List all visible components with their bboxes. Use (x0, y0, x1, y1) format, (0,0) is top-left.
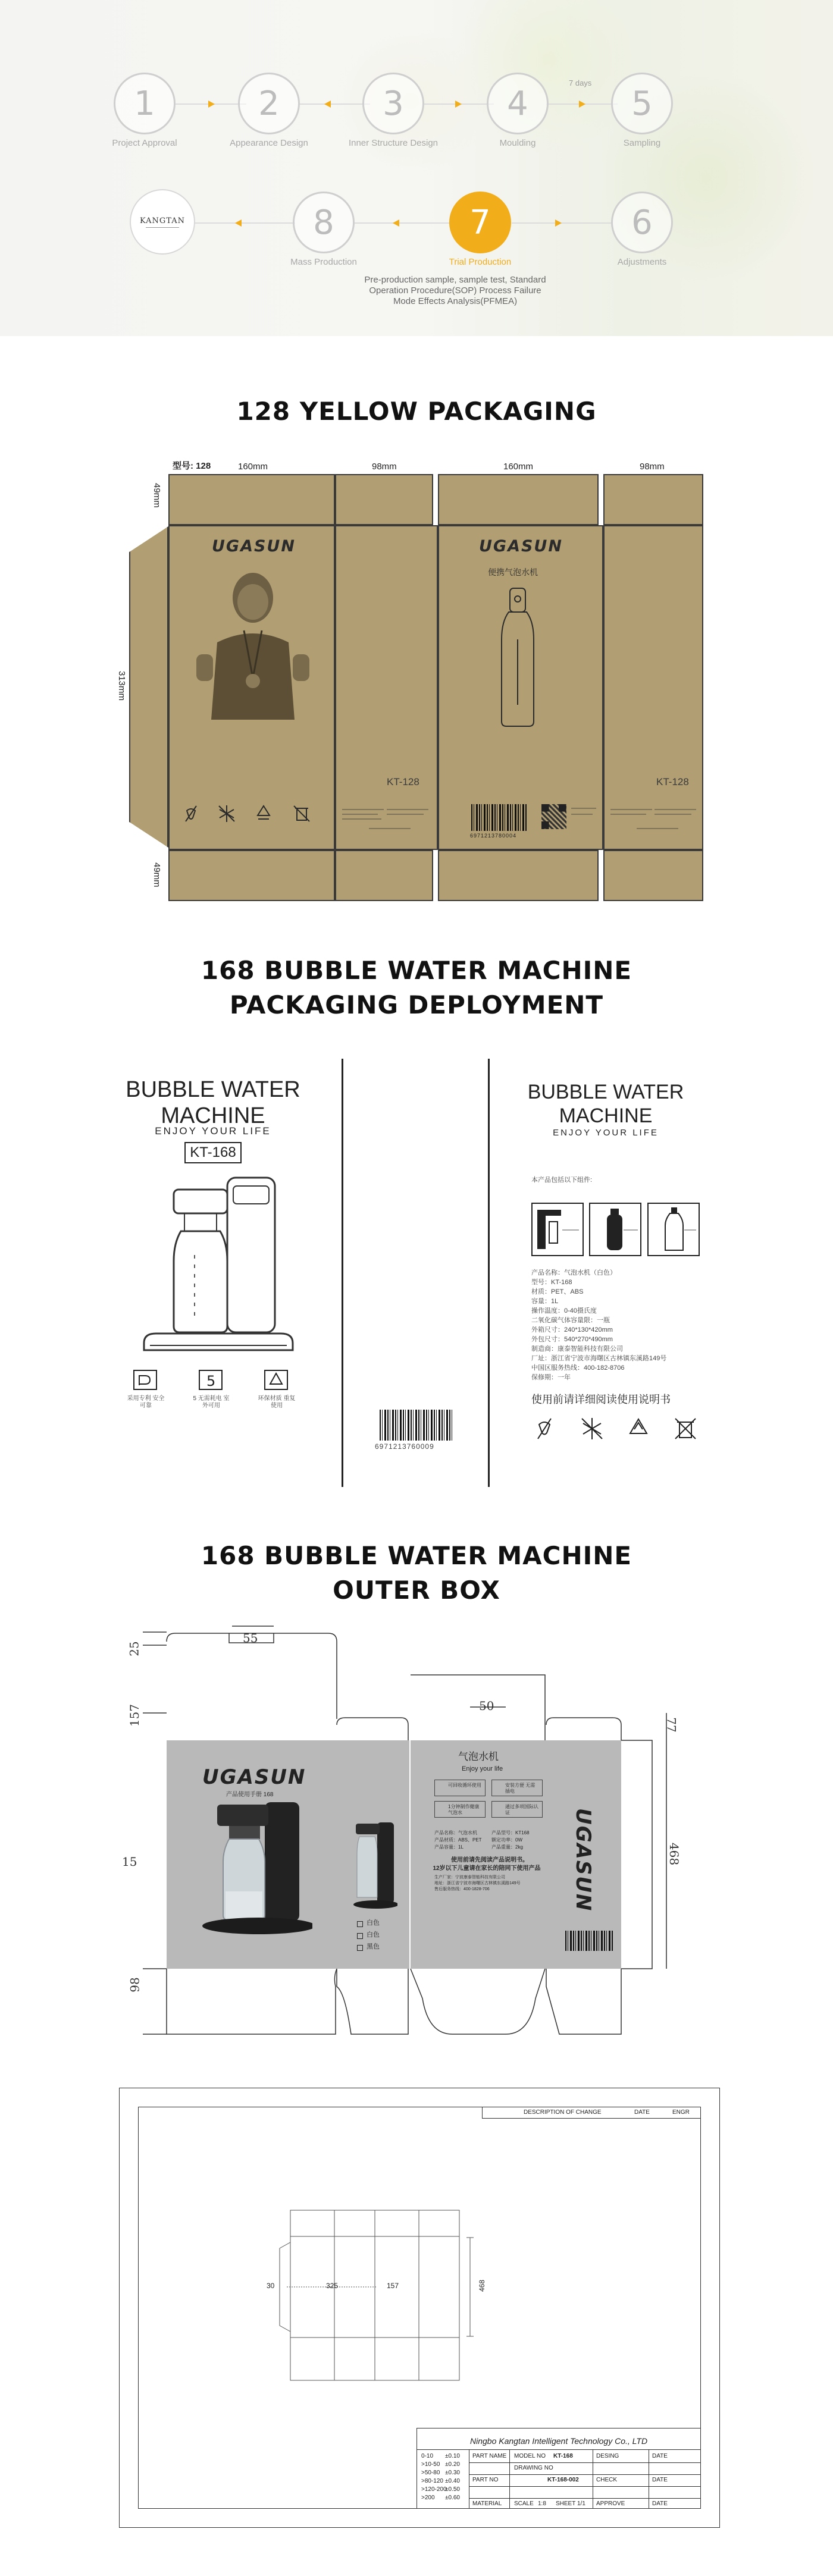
approve-date-label: DATE (652, 2500, 668, 2507)
dim-height-mid: 313mm (117, 671, 127, 701)
spec-line: 型号：KT-168 (531, 1279, 572, 1286)
section-heading-bubble-2: PACKAGING DEPLOYMENT (229, 990, 604, 1019)
product-subtitle: ENJOY YOUR LIFE (155, 1125, 271, 1137)
panel-divider (488, 1059, 490, 1487)
spec-line: 材质：PET、ABS (531, 1288, 584, 1295)
yellow-packaging-dieline (0, 452, 833, 904)
machine-photo (193, 1796, 312, 1939)
spec-line: 额定功率：0W (491, 1837, 522, 1843)
recycle-icon (253, 803, 274, 824)
title-col-line (509, 2449, 510, 2509)
no-freeze-icon (579, 1416, 605, 1442)
trial-description: Pre-production sample, sample test, Standard Operation Procedure(SOP) Process Failure Mode Effects Analysis(PFMEA) (364, 275, 546, 306)
color-checkbox (357, 1945, 363, 1951)
design-label: DESING (596, 2453, 619, 2459)
arrow-left-icon (393, 219, 399, 227)
dim-width-2: 98mm (372, 462, 397, 472)
feature-box: 可回收循环使用 (434, 1780, 486, 1796)
title-row-line (469, 2498, 701, 2499)
section-heading-outer-1: 168 BUBBLE WATER MACHINE (201, 1541, 632, 1570)
bottle-icon (649, 1204, 699, 1255)
connector-line (355, 222, 450, 224)
step-label: Mass Production (290, 257, 357, 267)
title-row-line (469, 2474, 701, 2475)
kangtan-logo (130, 189, 195, 255)
top-flap (335, 474, 433, 525)
tolerance-range: >80-120 (421, 2478, 443, 2484)
side-panel (603, 525, 703, 850)
product-title-line1: BUBBLE WATER (126, 1077, 300, 1102)
info-text-line (342, 809, 384, 810)
no-freeze-icon (216, 803, 237, 824)
bottom-flap (438, 850, 599, 901)
spec-line: 产品材质：ABS、PET (434, 1837, 482, 1843)
dim-98: 98 (127, 1977, 142, 1993)
process-flow-section (0, 0, 833, 336)
spec-line: 产品名称：气泡水机 (434, 1830, 477, 1835)
info-text-line (571, 814, 593, 815)
company-name: Ningbo Kangtan Intelligent Technology Co., LTD (470, 2436, 648, 2446)
color-checkbox (357, 1933, 363, 1939)
spec-line: 容量：1L (531, 1298, 559, 1305)
model-no-label: MODEL NO (514, 2453, 546, 2459)
step-circle-5: 5 (611, 73, 673, 134)
revision-engr: ENGR (672, 2109, 690, 2116)
recycle-icon (625, 1416, 652, 1442)
person-photo (190, 565, 315, 720)
tolerance-range: >10-50 (421, 2461, 440, 2468)
notice-line: 使用前请先阅读产品说明书。 (451, 1857, 528, 1863)
product-subtitle: ENJOY YOUR LIFE (553, 1128, 659, 1138)
dim-width-4: 98mm (640, 462, 665, 472)
arrow-right-icon (579, 101, 585, 108)
step-circle-7-active: 7 (449, 192, 511, 253)
bottom-flap (603, 850, 703, 901)
step-label: Sampling (623, 138, 661, 148)
model-label: 型号: 128 (173, 461, 211, 471)
bubble-packaging-deployment (0, 1059, 833, 1499)
step-circle-6: 6 (611, 192, 673, 253)
step-label: Appearance Design (230, 138, 308, 148)
section-heading-outer-2: OUTER BOX (333, 1576, 500, 1605)
machine-photo-small (350, 1820, 397, 1909)
dim-77: 77 (664, 1717, 679, 1733)
spec-line: 保修期：一年 (531, 1374, 571, 1381)
product-name-cn: 气泡水机 (458, 1751, 499, 1762)
component-bottle-box (647, 1203, 700, 1256)
dim-468: 468 (478, 2279, 487, 2292)
tolerance-range: >120-200 (421, 2486, 447, 2493)
step-circle-1: 1 (114, 73, 176, 134)
tolerance-range: 0-10 (421, 2453, 434, 2459)
dim-height-top: 49mm (152, 483, 162, 508)
arrow-right-icon (208, 101, 215, 108)
connector-line (512, 222, 612, 224)
info-text-line (387, 814, 424, 815)
dim-15: 15 (122, 1855, 137, 1869)
color-option: 黑色 (367, 1943, 380, 1950)
eco-material-icon (262, 1368, 290, 1392)
brand-logo: UGASUN (212, 537, 296, 556)
part-no-label: PART NO (472, 2477, 499, 2483)
tolerance-value: ±0.10 (445, 2453, 460, 2459)
tolerance-value: ±0.50 (445, 2486, 460, 2493)
dim-157: 157 (127, 1703, 142, 1727)
spec-line: 制造商：康泰智能科技有限公司 (531, 1345, 623, 1353)
dim-height-bottom: 49mm (152, 862, 162, 887)
product-tagline: Enjoy your life (462, 1765, 503, 1772)
revision-description: DESCRIPTION OF CHANGE (524, 2109, 602, 2116)
step-label: Moulding (499, 138, 536, 148)
logo-underline (146, 227, 179, 228)
info-text-line (342, 818, 381, 820)
bottle-illustration (497, 586, 538, 729)
barcode (565, 1931, 613, 1951)
arrow-left-icon (324, 101, 331, 108)
no-power-icon (196, 1368, 225, 1392)
spec-line: 二氧化碳气体容量限：一瓶 (531, 1317, 610, 1324)
machine-icon (533, 1204, 583, 1255)
model-text: KT-128 (387, 776, 419, 787)
arrow-right-icon (455, 101, 462, 108)
tolerance-value: ±0.30 (445, 2470, 460, 2476)
brand-logo: UGASUN (479, 537, 563, 556)
fragile-icon (180, 803, 202, 824)
tolerance-range: >50-80 (421, 2470, 440, 2476)
dim-50: 50 (479, 1699, 494, 1713)
back-panel-print (411, 1740, 546, 1969)
duration-note: 7 days (569, 79, 592, 87)
section-heading-bubble-1: 168 BUBBLE WATER MACHINE (201, 956, 632, 985)
feature-box: 1分钟制作健康气泡水 (434, 1801, 486, 1818)
top-flap (168, 474, 335, 525)
title-row-line (469, 2462, 701, 2463)
dim-468: 468 (667, 1842, 682, 1866)
fragile-icon (531, 1416, 558, 1442)
hotline-line: 售后服务热线：400-1828-706 (434, 1887, 490, 1891)
spec-line: 产品容量：1L (434, 1844, 464, 1850)
bubble-machine-illustration (138, 1172, 299, 1362)
spec-line: 厂址：浙江省宁波市海曙区古林镇东溪路149号 (531, 1355, 667, 1362)
notice-line: 12岁以下儿童请在家长的陪同下使用产品 (433, 1865, 541, 1872)
scale-value: 1:8 (538, 2500, 546, 2507)
section-heading-yellow: 128 YELLOW PACKAGING (236, 397, 597, 426)
approve-label: APPROVE (596, 2500, 625, 2507)
component-machine-box (531, 1203, 584, 1256)
dim-55: 55 (243, 1631, 258, 1645)
tolerance-value: ±0.20 (445, 2461, 460, 2468)
model-text: KT-128 (656, 776, 689, 787)
info-text-line (387, 809, 428, 810)
feature-box: 安装方便 无需插电 (491, 1780, 543, 1796)
brand-logo-vertical: UGASUN (571, 1808, 595, 1912)
address-line: 地址：浙江省宁波市海曙区古林镇东溪路149号 (434, 1881, 521, 1885)
contents-label: 本产品包括以下组件: (531, 1176, 593, 1184)
step-circle-8: 8 (293, 192, 355, 253)
drawing-no-label: DRAWING NO (514, 2465, 553, 2471)
patent-icon (131, 1368, 159, 1392)
qr-code (541, 804, 566, 829)
drawing-no: KT-168-002 (547, 2477, 579, 2483)
component-cylinder-box (589, 1203, 641, 1256)
info-text-line (610, 814, 646, 815)
model-no: KT-168 (553, 2453, 573, 2459)
spec-line: 中国区服务热线：400-182-8706 (531, 1364, 625, 1372)
part-name-label: PART NAME (472, 2453, 507, 2459)
trash-bin-icon (672, 1416, 699, 1442)
brand-logo: UGASUN (202, 1765, 306, 1789)
badge-caption: 5 无需耗电 室外可用 (193, 1395, 230, 1409)
info-text-line (654, 814, 691, 815)
panel-divider (342, 1059, 343, 1487)
spec-line: 外箱尺寸：240*130*420mm (531, 1326, 613, 1334)
bottom-flap (168, 850, 335, 901)
glue-flap (129, 526, 168, 848)
step-label: Project Approval (112, 138, 177, 148)
tolerance-value: ±0.40 (445, 2478, 460, 2484)
info-text-line (610, 809, 652, 810)
color-option: 白色 (367, 1931, 380, 1938)
spec-line: 产品型号：KT168 (491, 1830, 530, 1835)
top-flap (438, 474, 599, 525)
step-circle-2: 2 (238, 73, 300, 134)
trash-bin-icon (291, 803, 312, 824)
side-panel (335, 525, 438, 850)
info-text-line (571, 808, 596, 809)
logo-text: KANGTAN (139, 216, 186, 225)
arrow-left-icon (235, 219, 242, 227)
step-label: Trial Production (449, 257, 512, 267)
model-badge: KT-168 (184, 1142, 242, 1163)
dim-width-1: 160mm (238, 462, 268, 472)
spec-line: 外包尺寸：540*270*490mm (531, 1336, 613, 1343)
tolerance-value: ±0.60 (445, 2495, 460, 2501)
connector-line (194, 222, 295, 224)
connector-line (299, 103, 370, 105)
title-row-line (469, 2486, 701, 2487)
brand-subtitle: 产品使用手册 168 (226, 1791, 274, 1798)
check-label: CHECK (596, 2477, 618, 2483)
dim-30: 30 (267, 2282, 275, 2290)
barcode-number: 6971213760009 (375, 1442, 434, 1451)
svg-text:5: 5 (206, 1373, 216, 1389)
color-option: 白色 (367, 1919, 380, 1926)
maker-line: 生产厂家：宁波康泰智能科技有限公司 (434, 1875, 505, 1880)
step-label: Inner Structure Design (348, 138, 439, 148)
warning-text: 使用前请详细阅读使用说明书 (531, 1394, 671, 1405)
info-text-line (654, 809, 696, 810)
barcode (471, 804, 528, 831)
badge-caption: 采用专利 安全可靠 (127, 1395, 165, 1409)
color-checkbox (357, 1921, 363, 1927)
barcode (380, 1410, 452, 1441)
info-text-line (637, 828, 678, 829)
feature-box: 通过多项国际认证 (491, 1801, 543, 1818)
tolerance-range: >200 (421, 2495, 435, 2501)
sheet-label: SHEET (556, 2500, 576, 2507)
outer-box-dieline (0, 1618, 833, 2052)
product-title-line1: BUBBLE WATER (527, 1081, 684, 1103)
bottom-flap (335, 850, 433, 901)
info-text-line (369, 828, 411, 829)
dim-157: 157 (387, 2282, 399, 2290)
dim-width-3: 160mm (503, 462, 534, 472)
badge-caption: 环保材质 重复使用 (258, 1395, 296, 1409)
dim-325: 325 (326, 2282, 339, 2290)
arrow-right-icon (555, 219, 562, 227)
product-name-cn: 便携气泡水机 (488, 567, 538, 577)
product-title-line2: MACHINE (559, 1105, 653, 1127)
check-date-label: DATE (652, 2477, 668, 2483)
scale-label: SCALE (514, 2500, 534, 2507)
top-flap (603, 474, 703, 525)
revision-date: DATE (634, 2109, 650, 2116)
step-circle-3: 3 (362, 73, 424, 134)
dim-25: 25 (127, 1641, 142, 1656)
step-label: Adjustments (617, 257, 667, 267)
info-text-line (342, 814, 378, 815)
design-date-label: DATE (652, 2453, 668, 2459)
spec-line: 产品重量：2kg (491, 1844, 523, 1850)
spec-line: 操作温度：0-40摄氏度 (531, 1307, 597, 1314)
step-circle-4: 4 (487, 73, 549, 134)
barcode-number: 6971213780004 (470, 833, 517, 839)
material-label: MATERIAL (472, 2500, 502, 2507)
product-title-line2: MACHINE (161, 1103, 265, 1128)
spec-line: 产品名称：气泡水机（白色） (531, 1269, 616, 1276)
co2-cylinder-icon (590, 1204, 640, 1255)
sheet-value: 1/1 (577, 2500, 585, 2507)
technical-drawing (0, 2082, 833, 2558)
